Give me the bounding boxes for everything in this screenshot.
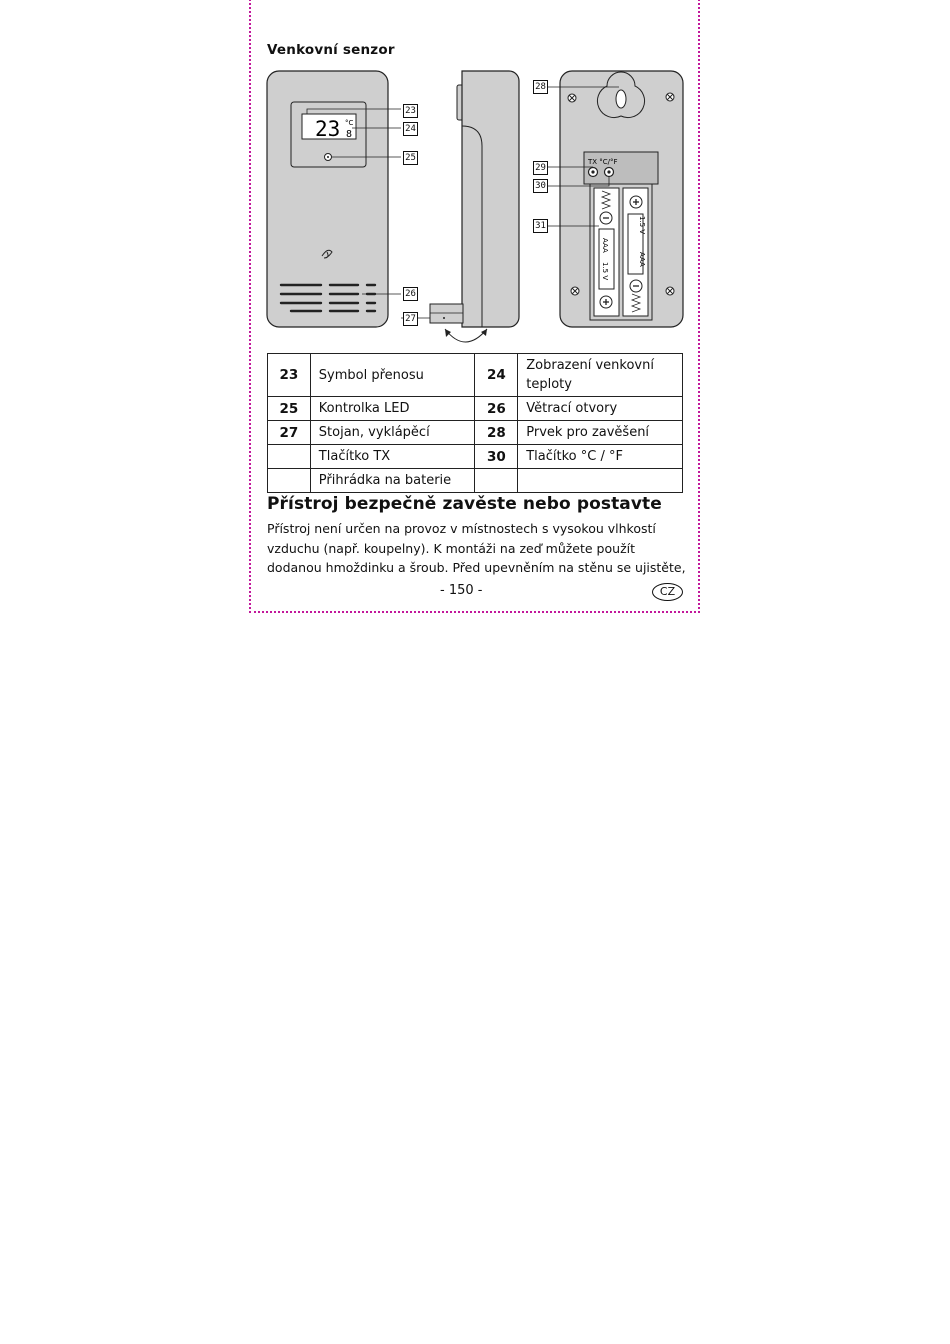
table-row: 23 Symbol přenosu 24 Zobrazení venkovní teploty — [268, 354, 683, 397]
table-row: 25 Kontrolka LED 26 Větrací otvory — [268, 397, 683, 421]
parts-table — [267, 353, 683, 493]
display-digits: 23 — [315, 117, 341, 141]
side-view — [430, 71, 519, 342]
section-heading: Přístroj bezpečně zavěste nebo postavte — [267, 494, 662, 514]
callout-31: 31 — [533, 219, 548, 233]
svg-text:AAA: AAA — [638, 252, 646, 267]
callout-25: 25 — [403, 151, 418, 165]
callout-24: 24 — [403, 122, 418, 136]
display-unit: °C — [345, 119, 354, 127]
table-row: 27 Stojan, vyklápěcí 28 Prvek pro zavěšení — [268, 421, 683, 445]
body-paragraph: Přístroj není určen na provoz v místnostech s vysokou vlhkostí vzduchu (např. koupelny). K montáži na zeď můžete použít dodanou hmoždinku a šroub. Před upevněním na stěnu se ujistěte, — [267, 521, 686, 575]
callout-30: 30 — [533, 179, 548, 193]
svg-text:8: 8 — [346, 129, 353, 140]
back-view — [546, 71, 683, 327]
sensor-figure — [262, 66, 692, 351]
callout-23: 23 — [403, 104, 418, 118]
language-badge: CZ — [652, 583, 683, 601]
callout-26: 26 — [403, 287, 418, 301]
table-row: Přihrádka na baterie — [268, 469, 683, 493]
table-row: Tlačítko TX 30 Tlačítko °C / °F — [268, 445, 683, 469]
callout-29: 29 — [533, 161, 548, 175]
svg-text:1.5 V: 1.5 V — [601, 262, 609, 281]
svg-text:AAA: AAA — [601, 238, 609, 253]
sensor-illustration — [262, 66, 692, 351]
svg-text:1.5 V: 1.5 V — [638, 216, 646, 235]
section-label: Venkovní senzor — [267, 42, 395, 58]
callout-27: 27 — [403, 312, 418, 326]
page-number: - 150 - — [440, 583, 483, 598]
button-panel-label: TX °C/°F — [588, 158, 618, 166]
callout-28: 28 — [533, 80, 548, 94]
